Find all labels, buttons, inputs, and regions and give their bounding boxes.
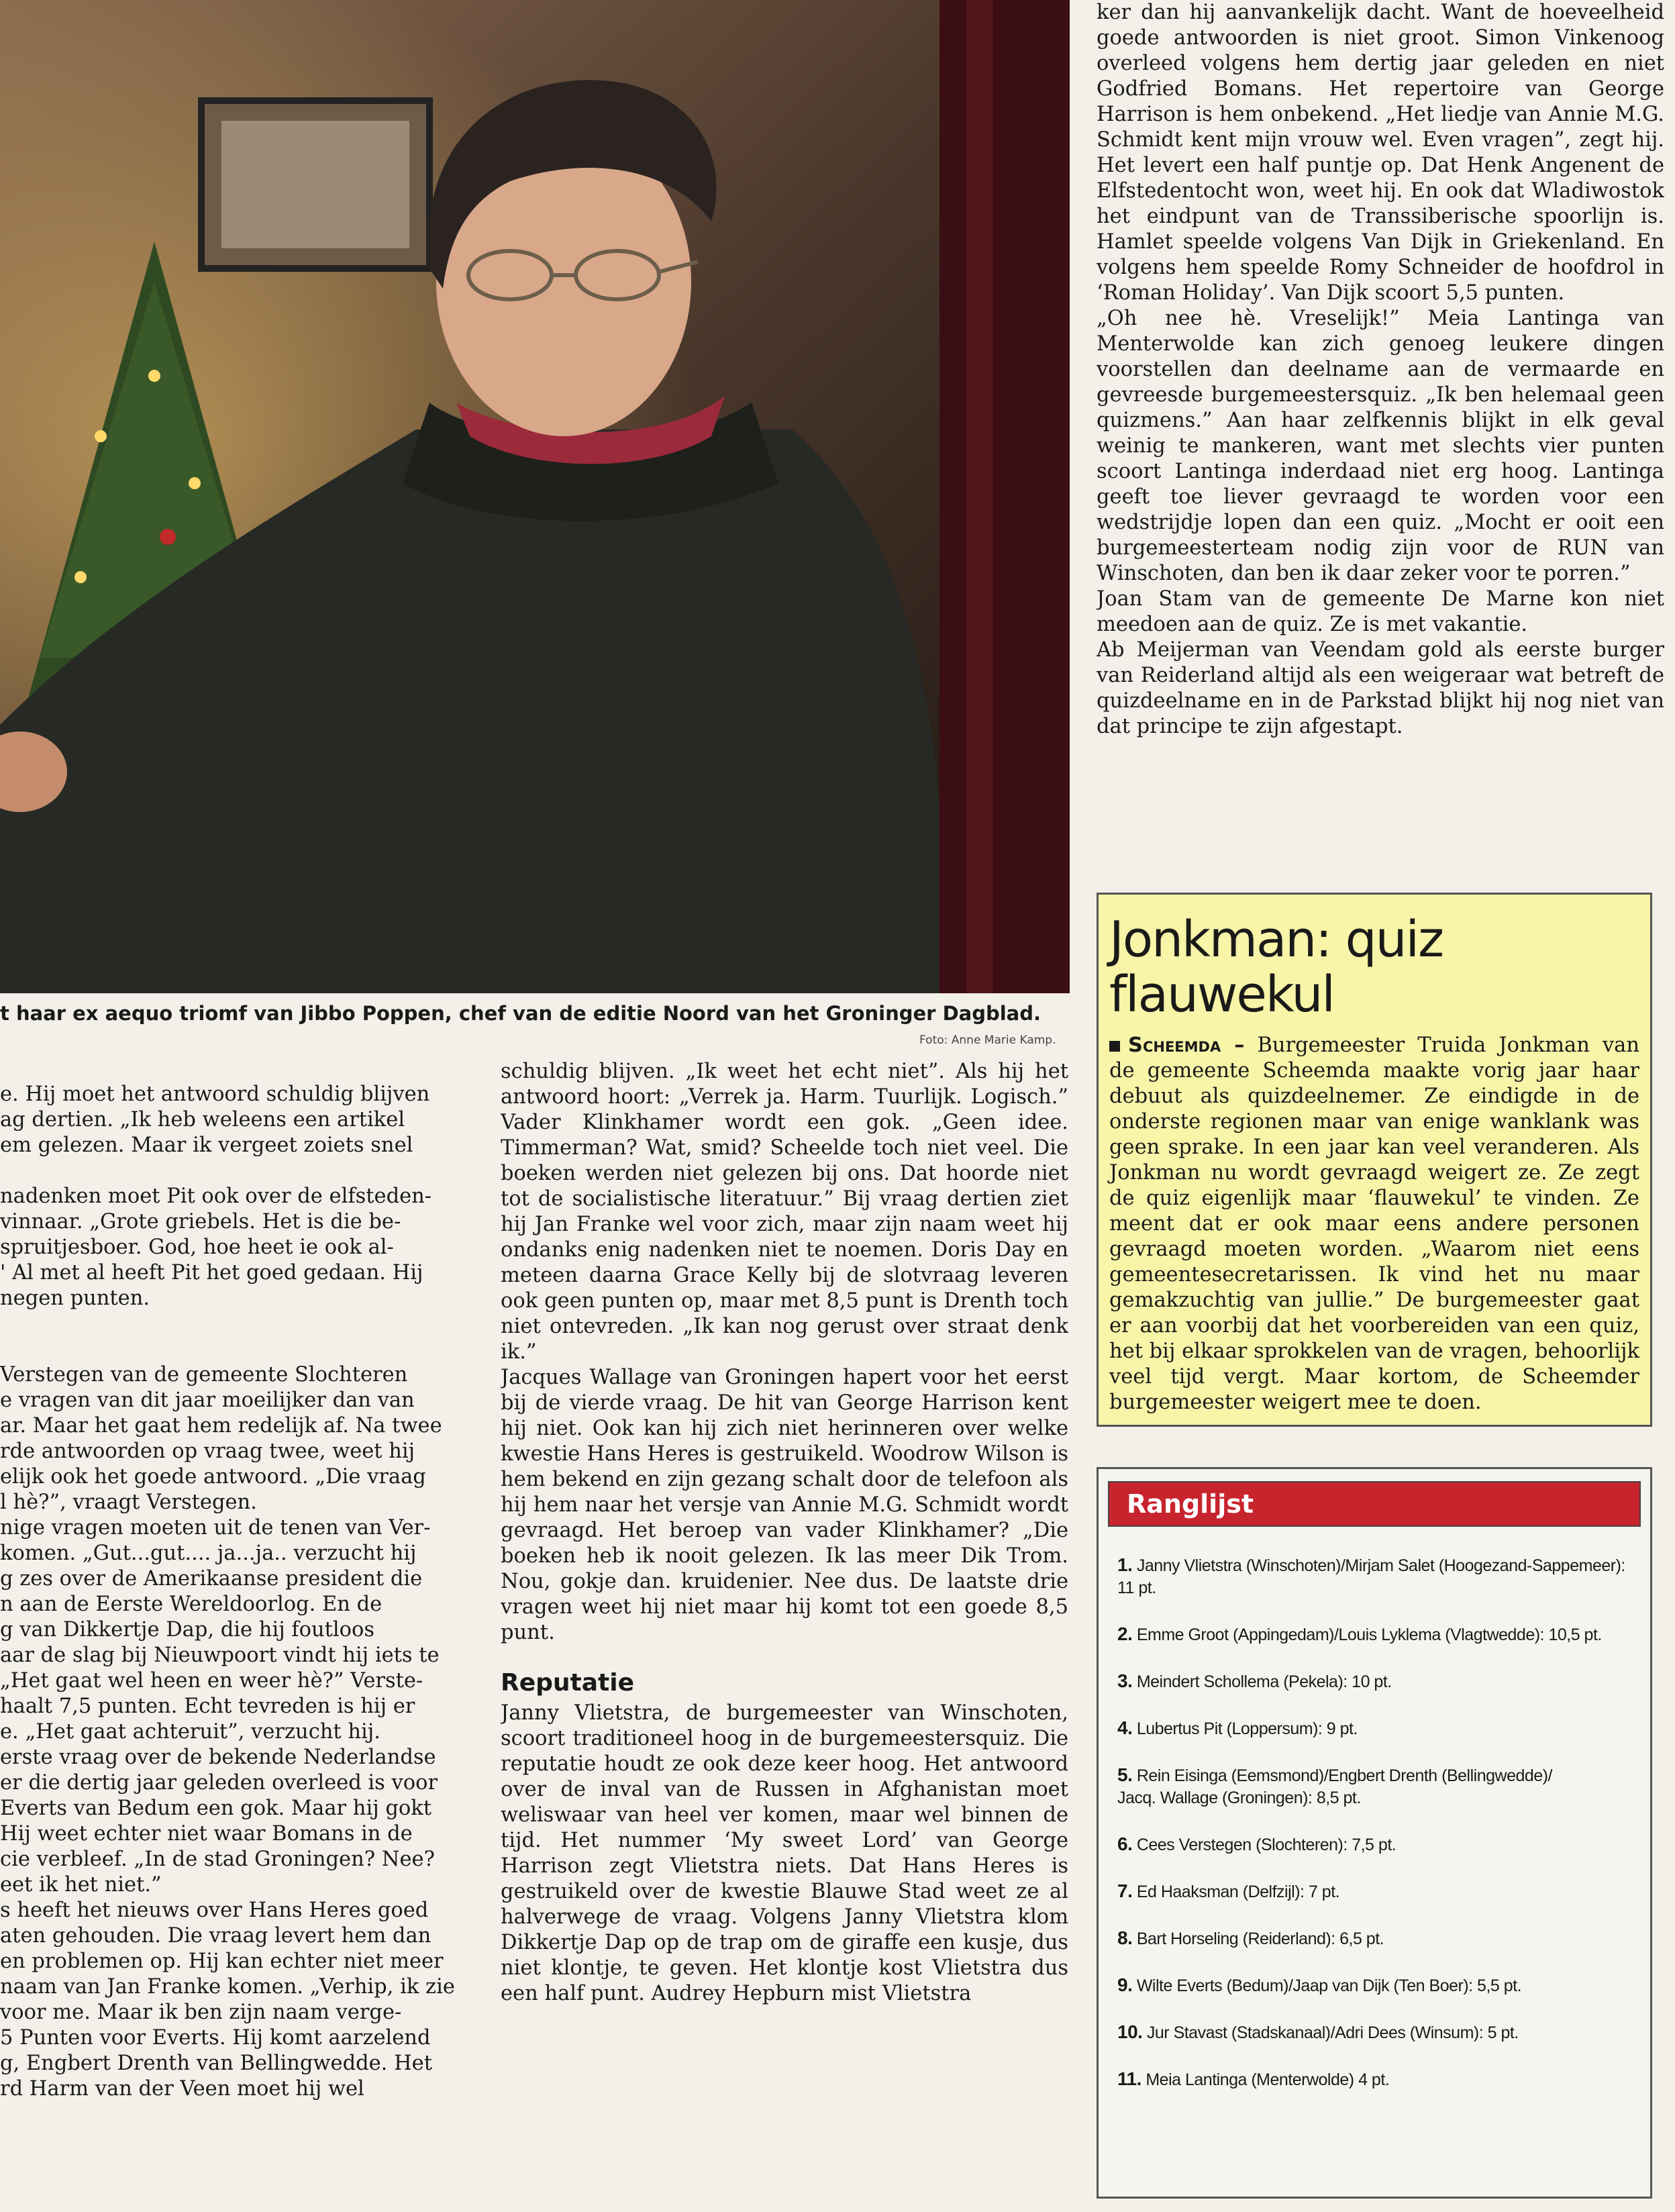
text-line: rde antwoorden op vraag twee, weet hij xyxy=(0,1440,415,1463)
list-item: 8. Bart Horseling (Reiderland): 6,5 pt. xyxy=(1117,1927,1384,1948)
list-item: 4. Lubertus Pit (Loppersum): 9 pt. xyxy=(1117,1717,1358,1738)
text-line: „Het gaat wel heen en weer hè?” Verste- xyxy=(0,1669,423,1693)
text-line: Verstegen van de gemeente Slochteren xyxy=(0,1363,408,1387)
text-line: er die dertig jaar geleden overleed is voor xyxy=(0,1771,438,1795)
photo-caption: t haar ex aequo triomf van Jibbo Poppen, chef van de editie Noord van het Groninger Dagblad. xyxy=(0,1002,1042,1025)
text-line: n aan de Eerste Wereldoorlog. En de xyxy=(0,1593,383,1616)
text-line: e. Hij moet het antwoord schuldig blijven xyxy=(0,1083,430,1106)
article-column-right xyxy=(1097,0,1664,866)
text-line: g, Engbert Drenth van Bellingwedde. Het xyxy=(0,2052,432,2075)
ranglijst-box xyxy=(1097,1467,1652,2199)
text-line: eet ik het niet.” xyxy=(0,1873,162,1897)
text-line: vinnaar. „Grote griebels. Het is die be- xyxy=(0,1210,401,1234)
text-line: ag dertien. „Ik heb weleens een artikel xyxy=(0,1108,405,1132)
article-column-left xyxy=(0,1082,474,2212)
box-body xyxy=(1109,1033,1639,1415)
list-item: 6. Cees Verstegen (Slochteren): 7,5 pt. xyxy=(1117,1833,1397,1854)
text-line: g zes over de Amerikaanse president die xyxy=(0,1567,423,1591)
text-line: nige vragen moeten uit de tenen van Ver- xyxy=(0,1516,431,1540)
article-photo xyxy=(0,0,1070,993)
list-item: 7. Ed Haaksman (Delfzijl): 7 pt. xyxy=(1117,1880,1340,1901)
text-line: erste vraag over de bekende Nederlandse xyxy=(0,1746,436,1769)
photo-illustration xyxy=(0,0,1070,993)
text-line: s heeft het nieuws over Hans Heres goed xyxy=(0,1899,429,1922)
text-line: 5 Punten voor Everts. Hij komt aarzelend xyxy=(0,2026,431,2050)
text-line: spruitjesboer. God, hoe heet ie ook al- xyxy=(0,1236,394,1259)
box-title: Jonkman: quiz flauwekul xyxy=(1109,911,1443,1023)
text-line: Hij weet echter niet waar Bomans in de xyxy=(0,1822,413,1846)
text-line: Everts van Bedum een gok. Maar hij gokt xyxy=(0,1797,432,1820)
text-line: e vragen van dit jaar moeilijker dan van xyxy=(0,1389,415,1412)
paragraph: Janny Vlietstra, de burgemeester van Winschoten, scoort traditioneel hoog in de burgemeestersquiz. Die reputatie houdt ze ook deze keer hoog. Het antwoord over de inval van de Russen in Afghanistan moet weliswaar van heel ver komen, maar wel binnen de tijd. Het nummer ‘My sweet Lord’ van George Harrison zegt Vlietstra niets. Dat Hans Heres is gestruikeld over de kwestie Blauwe Stad weet ze al halverwege de vraag. Volgens Janny Vlietstra klom Dikkertje Dap op de trap om de giraffe een kusje, dus niet klontje, te geven. Het klontje kost Vlietstra dus een half punt. Audrey Hepburn mist Vlietstra xyxy=(501,1701,1068,2005)
text-line: em gelezen. Maar ik vergeet zoiets snel xyxy=(0,1134,413,1157)
paragraph: Ab Meijerman van Veendam gold als eerste burger van Reiderland altijd als een weigeraar wat betreft de quizdeelname en in de Parkstad blijkt hij nog niet van dat principe te zijn afgestapt. xyxy=(1097,638,1664,738)
list-item: 5. Rein Eisinga (Eemsmond)/Engbert Drenth (Bellingwedde)/ Jacq. Wallage (Groningen): 8,5 pt. xyxy=(1117,1764,1552,1807)
text-line: rd Harm van der Veen moet hij wel xyxy=(0,2077,364,2101)
box-dateline: Scheemda – xyxy=(1128,1034,1245,1057)
ranglijst-list xyxy=(1108,1554,1641,2091)
text-line: ar. Maar het gaat hem redelijk af. Na twee xyxy=(0,1414,442,1438)
ranglijst-title: Ranglijst xyxy=(1108,1481,1641,1527)
square-bullet-icon xyxy=(1109,1041,1120,1052)
paragraph: schuldig blijven. „Ik weet het echt niet”. Als hij het antwoord hoort: „Verrek ja. Harm. Tuurlijk. Logisch.” Vader Klinkhamer wordt een gok. „Geen idee. Timmerman? Wat, smid? Scheelde toch niet veel. Die boeken werden niet gelezen bij ons. Dat hoorde niet tot de socialistische literatuur.” Bij vraag dertien ziet hij Jan Franke wel voor zich, maar zijn naam weet hij ondanks enig nadenken niet te noemen. Doris Day en meteen daarna Grace Kelly bij de slotvraag leveren ook geen punten op, maar met 8,5 punt is Drenth toch niet ontevreden. „Ik kan nog gerust over straat denk ik.” xyxy=(501,1060,1068,1364)
paragraph: Jacques Wallage van Groningen hapert voor het eerst bij de vierde vraag. De hit van George Harrison kent hij niet. Ook kan hij zich niet herinneren over welke kwestie Hans Heres is gestruikeld. Woodrow Wilson is hem bekend en zijn gezang schalt door de telefoon als hij hem naar het versje van Annie M.G. Schmidt wordt gevraagd. Het beroep van vader Klinkhamer? „Die boeken heb ik nooit gelezen. Ik las meer Dik Trom. Nou, gokje dan. kruidenier. Nee dus. De laatste drie vragen weet hij niet maar hij komt tot een goede 8,5 punt. xyxy=(501,1366,1068,1644)
paragraph: „Oh nee hè. Vreselijk!” Meia Lantinga van Menterwolde kan zich genoeg leukere dingen voorstellen dan deelname aan de vermaarde en gevreesde burgemeestersquiz. „Ik ben helemaal geen quizmens.” Aan haar zelfkennis blijkt in elk geval weinig te mankeren, want met slechts vier punten scoort Lantinga inderdaad niet erg hoog. Lantinga geeft toe liever gevraagd te worden voor een wedstrijdje lopen dan een quiz. „Mocht er ooit een burgemeesterteam nodig zijn voor de RUN van Winschoten, dan ben ik daar zeker voor te porren.” xyxy=(1097,307,1664,585)
article-column-middle xyxy=(501,1059,1068,2212)
photo-credit: Foto: Anne Marie Kamp. xyxy=(919,1034,1056,1047)
text-line: negen punten. xyxy=(0,1287,150,1310)
text-line: aten gehouden. Die vraag levert hem dan xyxy=(0,1924,432,1948)
text-line: nadenken moet Pit ook over de elfsteden- xyxy=(0,1185,432,1208)
list-item: 2. Emme Groot (Appingedam)/Louis Lyklema (Vlagtwedde): 10,5 pt. xyxy=(1117,1623,1602,1644)
list-item: 11. Meia Lantinga (Menterwolde) 4 pt. xyxy=(1117,2068,1390,2089)
text-line: e. „Het gaat achteruit”, verzucht hij. xyxy=(0,1720,380,1744)
list-item: 3. Meindert Schollema (Pekela): 10 pt. xyxy=(1117,1670,1392,1691)
text-line: naam van Jan Franke komen. „Verhip, ik zie xyxy=(0,1975,455,1999)
list-item: 10. Jur Stavast (Stadskanaal)/Adri Dees (Winsum): 5 pt. xyxy=(1117,2021,1519,2042)
text-line: ' Al met al heeft Pit het goed gedaan. Hij xyxy=(0,1261,423,1285)
box-text: Burgemeester Truida Jonkman van de gemeente Scheemda maakte vorig jaar haar debuut als quizdeelnemer. Ze eindigde in de onderste regionen maar van enige wanklank was geen sprake. In een jaar kan veel veranderen. Als Jonkman nu wordt gevraagd weigert ze. Ze zegt de quiz eigenlijk maar ‘flauwekul’ te vinden. Ze meent dat er ook maar eens andere personen gevraagd moeten worden. „Waarom niet eens gemeentesecretarissen. Ik vind het nu maar gemakzuchtig van jullie.” De burgemeester gaat er aan voorbij dat het voorbereiden van een quiz, het bij elkaar sprokkelen van de vragen, behoorlijk veel tijd vergt. Maar kortom, de Scheemder burgemeester weigert mee te doen. xyxy=(1109,1034,1639,1414)
text-line: cie verbleef. „In de stad Groningen? Nee? xyxy=(0,1848,435,1871)
text-line: l hè?”, vraagt Verstegen. xyxy=(0,1491,257,1514)
list-item: 9. Wilte Everts (Bedum)/Jaap van Dijk (Ten Boer): 5,5 pt. xyxy=(1117,1974,1522,1995)
paragraph: ker dan hij aanvankelijk dacht. Want de hoeveelheid goede antwoorden is niet groot. Simon Vinkenoog overleed volgens hem dertig jaar geleden en niet Godfried Bomans. Het repertoire van George Harrison is hem onbekend. „Het liedje van Annie M.G. Schmidt kent mijn vrouw wel. Even vragen”, zegt hij. Het levert een half puntje op. Dat Henk Angenent de Elfstedentocht won, weet hij. En ook dat Wladiwostok het eindpunt van de Transsiberische spoorlijn is. Hamlet speelde volgens Van Dijk in Griekenland. En volgens hem speelde Romy Schneider de hoofdrol in ‘Roman Holiday’. Van Dijk scoort 5,5 punten. xyxy=(1097,1,1664,305)
text-line: aar de slag bij Nieuwpoort vindt hij iets te xyxy=(0,1644,440,1667)
text-line: haalt 7,5 punten. Echt tevreden is hij er xyxy=(0,1695,415,1718)
text-line: g van Dikkertje Dap, die hij foutloos xyxy=(0,1618,375,1642)
text-line: en problemen op. Hij kan echter niet meer xyxy=(0,1950,444,1973)
text-line: elijk ook het goede antwoord. „Die vraag xyxy=(0,1465,426,1489)
text-line: komen. „Gut...gut.... ja...ja.. verzucht hij xyxy=(0,1542,417,1565)
list-item: 1. Janny Vlietstra (Winschoten)/Mirjam Salet (Hoogezand-Sappemeer): 11 pt. xyxy=(1117,1554,1625,1597)
text-line: voor me. Maar ik ben zijn naam verge- xyxy=(0,2001,402,2024)
subheading-reputatie: Reputatie xyxy=(501,1669,635,1697)
paragraph: Joan Stam van de gemeente De Marne kon niet meedoen aan de quiz. Ze is met vakantie. xyxy=(1097,587,1664,636)
sidebar-box-jonkman xyxy=(1097,893,1652,1427)
